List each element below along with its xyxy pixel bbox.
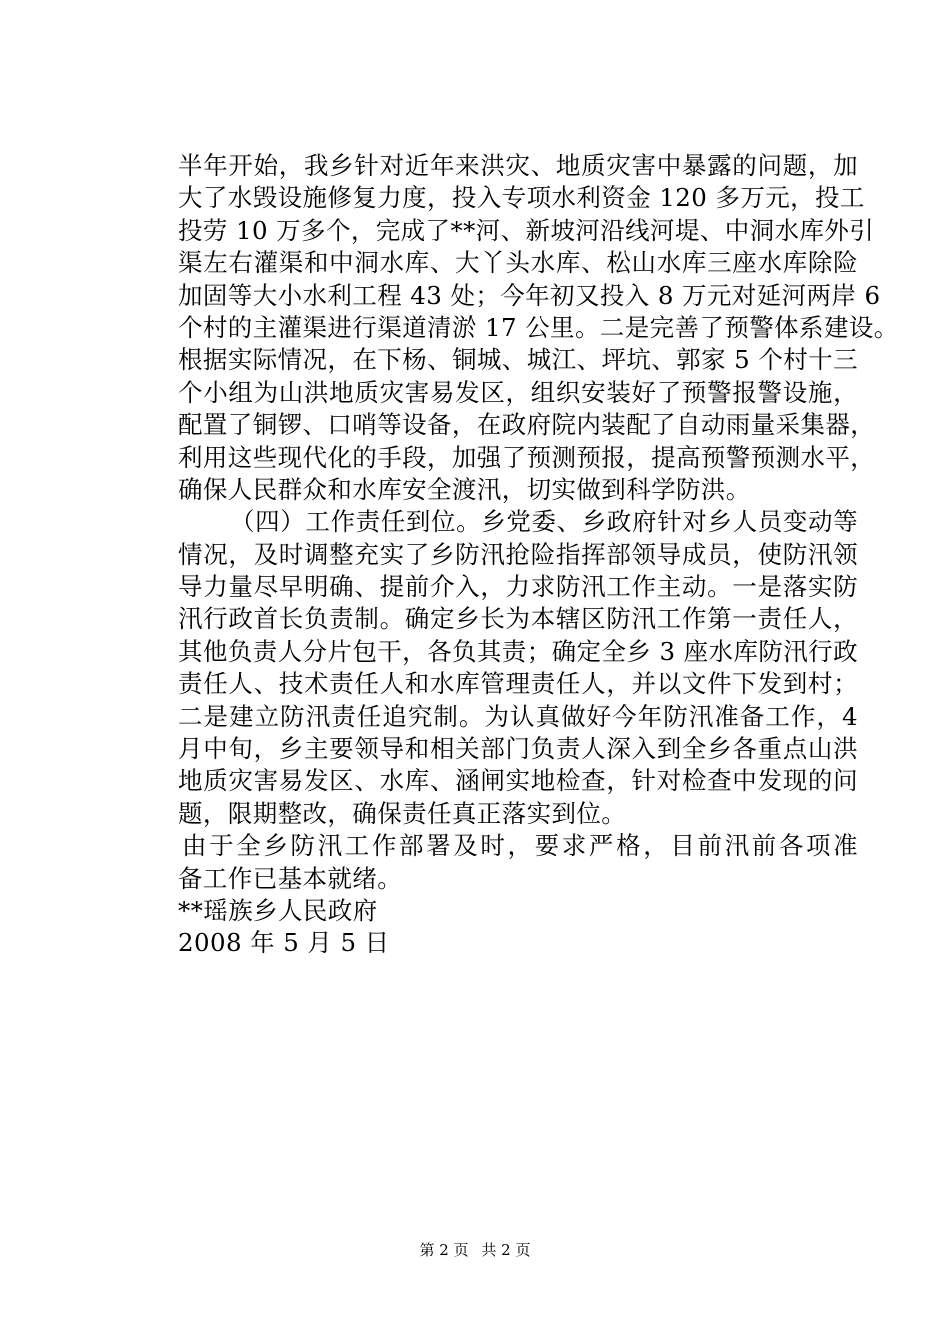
paragraph-line: 加固等大小水利工程 43 处；今年初又投入 8 万元对延河两岸 6 <box>178 280 881 310</box>
signature-date: 2008 年 5 月 5 日 <box>178 928 390 958</box>
paragraph-line: 由于全乡防汛工作部署及时，要求严格，目前汛前各项准 <box>182 831 858 861</box>
paragraph-line: 确保人民群众和水库安全渡汛，切实做到科学防洪。 <box>178 474 751 504</box>
page-footer <box>0 1240 950 1260</box>
paragraph-line: 利用这些现代化的手段，加强了预测预报，提高预警预测水平， <box>178 442 876 472</box>
paragraph-line: 根据实际情况，在下杨、铜城、城江、坪坑、郭家 5 个村十三 <box>178 345 858 375</box>
paragraph-line: （四）工作责任到位。乡党委、乡政府针对乡人员变动等 <box>230 507 858 537</box>
paragraph-line: 半年开始，我乡针对近年来洪灾、地质灾害中暴露的问题，加 <box>178 151 858 180</box>
paragraph-line: 汛行政首长负责制。确定乡长为本辖区防汛工作第一责任人， <box>178 604 858 634</box>
paragraph-line: 地质灾害易发区、水库、涵闸实地检查，针对检查中发现的问 <box>178 766 858 796</box>
signature-org: **瑶族乡人民政府 <box>178 895 378 925</box>
paragraph-line: 配置了铜锣、口哨等设备，在政府院内装配了自动雨量采集器， <box>178 410 876 440</box>
paragraph-line: 导力量尽早明确、提前介入，力求防汛工作主动。一是落实防 <box>178 572 858 602</box>
paragraph-line: 渠左右灌渠和中洞水库、大丫头水库、松山水库三座水库除险 <box>178 248 858 278</box>
paragraph-line: 备工作已基本就绪。 <box>178 863 403 893</box>
paragraph-line: 情况，及时调整充实了乡防汛抢险指挥部领导成员，使防汛领 <box>178 539 858 569</box>
paragraph-line: 大了水毁设施修复力度，投入专项水利资金 120 多万元，投工 <box>178 183 865 213</box>
paragraph-line: 投劳 10 万多个，完成了**河、新坡河沿线河堤、中洞水库外引 <box>178 215 875 245</box>
page-number: 第 2 页 <box>419 1241 469 1259</box>
document-body <box>178 150 899 960</box>
paragraph-line: 责任人、技术责任人和水库管理责任人，并以文件下发到村； <box>178 669 858 699</box>
paragraph-line: 题，限期整改，确保责任真正落实到位。 <box>178 798 627 828</box>
paragraph-line: 其他负责人分片包干，各负其责；确定全乡 3 座水库防汛行政 <box>178 636 858 666</box>
paragraph-line: 个小组为山洪地质灾害易发区，组织安装好了预警报警设施， <box>178 377 858 407</box>
paragraph-line: 个村的主灌渠进行渠道清淤 17 公里。二是完善了预警体系建设。 <box>178 312 899 342</box>
paragraph-line: 月中旬，乡主要领导和相关部门负责人深入到全乡各重点山洪 <box>178 734 858 764</box>
paragraph-line: 二是建立防汛责任追究制。为认真做好今年防汛准备工作，4 <box>178 701 858 731</box>
page-total: 共 2 页 <box>481 1241 531 1259</box>
